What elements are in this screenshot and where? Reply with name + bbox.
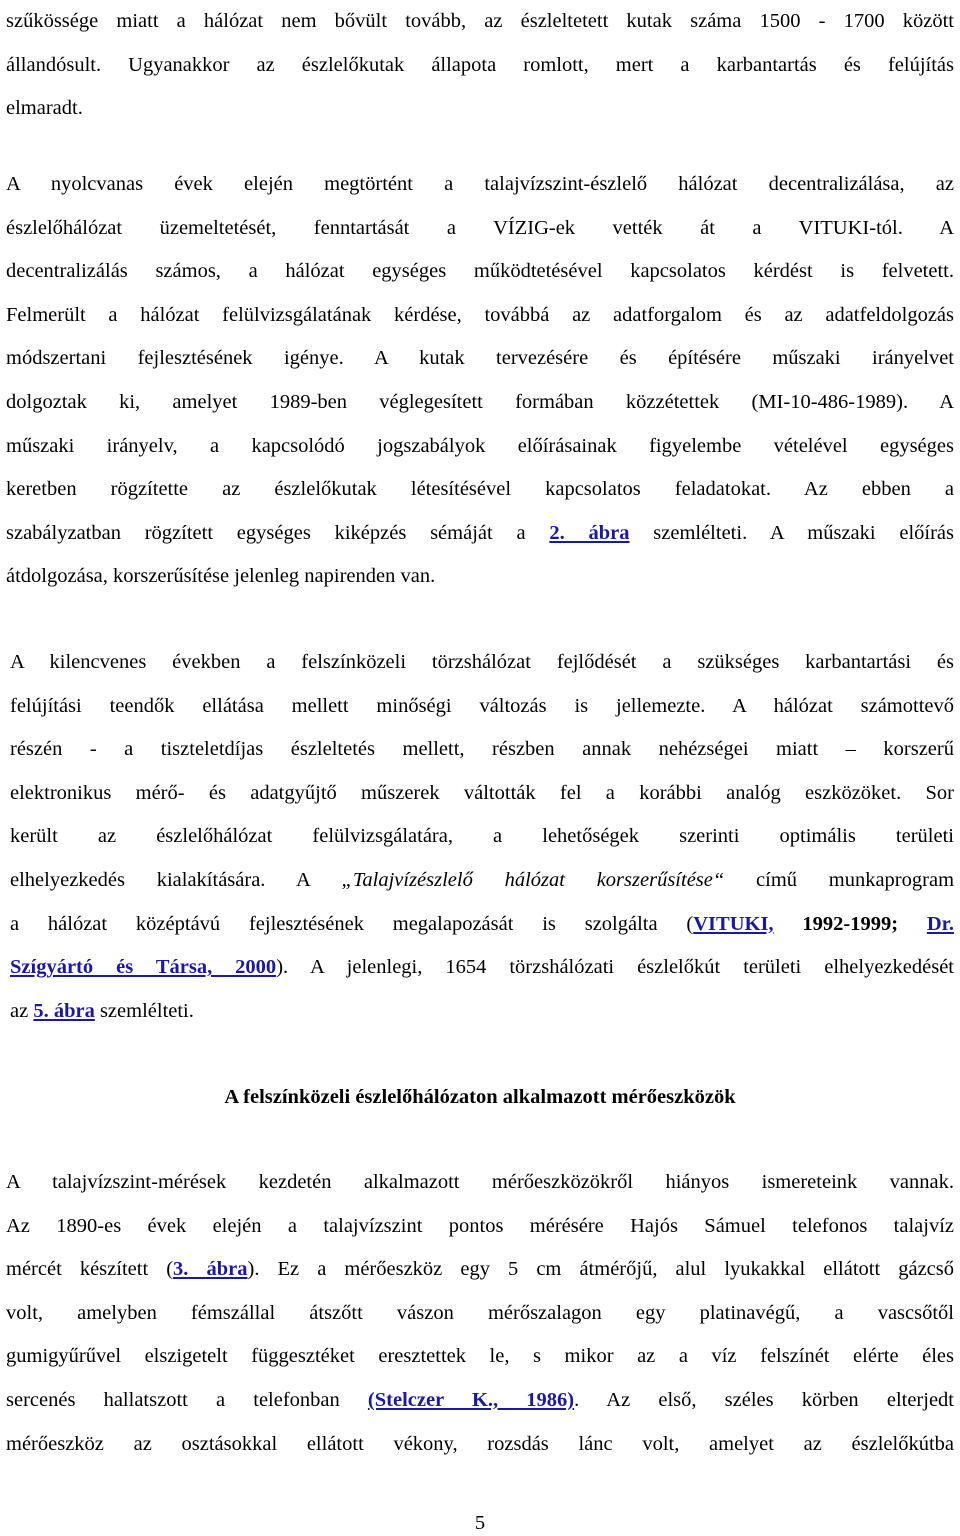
program-title: „Talajvízészlelő hálózat korszerűsítése“ — [341, 868, 725, 891]
page-number: 5 — [474, 1512, 486, 1534]
text-line: A talajvízszint-mérések kezdetén alkalmazott mérőeszközökről hiányos ismereteink vannak. — [6, 1171, 954, 1193]
text-line — [6, 1248, 954, 1292]
text-line — [6, 1379, 954, 1423]
paragraph-4 — [6, 1161, 954, 1466]
paragraph-2 — [6, 163, 954, 599]
text-line: műszaki irányelv, a kapcsolódó jogszabályok előírásainak figyelembe vételével egységes — [6, 434, 954, 457]
text-fragment: című munkaprogram — [724, 868, 955, 891]
text-line: elektronikus mérő- és adatgyűjtő műszerek váltották fel a korábbi analóg eszközöket. Sor — [10, 781, 954, 804]
text-fragment: sercenés hallatszott a telefonban — [6, 1388, 368, 1411]
text-fragment: szabályzatban rögzített egységes kiképzés sémáját a — [6, 521, 550, 544]
vituki-citation-link[interactable]: VITUKI, — [693, 912, 774, 935]
text-fragment: az — [10, 999, 34, 1022]
text-line — [6, 512, 954, 556]
figure-5-link[interactable]: 5. ábra — [33, 999, 95, 1022]
text-line: elmaradt. — [6, 97, 83, 120]
paragraph-1 — [6, 0, 954, 131]
paragraph-3 — [10, 641, 954, 1033]
text-line: dolgoztak ki, amelyet 1989-ben véglegesített formában közzétettek (MI-10-486-1989). A — [6, 390, 954, 413]
text-line: Felmerült a hálózat felülvizsgálatának kérdése, továbbá az adatforgalom és az adatfeldolgozás — [6, 303, 954, 326]
text-line — [10, 859, 954, 903]
text-line: Az 1890-es évek elején a talajvízszint pontos mérésére Hajós Sámuel telefonos talajvíz — [6, 1214, 954, 1237]
figure-3-link[interactable]: 3. ábra — [173, 1258, 248, 1281]
text-line: volt, amelyben fémszállal átszőtt vászon mérőszalagon egy platinavégű, a vascsőtől — [6, 1301, 954, 1324]
text-fragment: szemlélteti. — [94, 999, 194, 1022]
text-fragment: mércét készített ( — [6, 1258, 174, 1281]
text-fragment: a hálózat középtávú fejlesztésének megalapozását is szolgálta ( — [10, 912, 694, 935]
text-fragment: ). Ez a mérőeszköz egy 5 cm átmérőjű, alul lyukakkal ellátott gázcső — [247, 1258, 954, 1281]
text-fragment: elhelyezkedés kialakítására. A — [10, 868, 342, 891]
text-line: A nyolcvanas évek elején megtörtént a talajvízszint-észlelő hálózat decentralizálása, az — [6, 173, 954, 195]
text-line: részén - a tiszteletdíjas észleltetés mellett, részben annak nehézségei miatt – korszerű — [10, 738, 954, 761]
szigyarto-citation-link-part1[interactable]: Dr. — [926, 912, 954, 935]
text-line — [10, 946, 954, 990]
text-line: gumigyűrűvel elszigetelt függesztéket eresztettek le, s mikor az a víz felszínét elérte éles — [6, 1345, 954, 1368]
szigyarto-citation-link-part2[interactable]: Szígyártó és Társa, 2000 — [10, 956, 277, 979]
section-heading: A felszínközeli észlelőhálózaton alkalmazott mérőeszközök — [224, 1086, 736, 1108]
text-line: keretben rögzítette az észlelőkutak létesítésével kapcsolatos feladatokat. Az ebben a — [6, 478, 954, 501]
text-line: került az észlelőhálózat felülvizsgálatára, a lehetőségek szerinti optimális területi — [10, 825, 954, 848]
text-fragment: . Az első, széles körben elterjedt — [574, 1388, 954, 1411]
text-line: mérőeszköz az osztásokkal ellátott vékony, rozsdás lánc volt, amelyet az észlelőkútba — [6, 1432, 954, 1455]
citation-years: 1992-1999; — [773, 912, 927, 935]
text-line: módszertani fejlesztésének igénye. A kutak tervezésére és építésére műszaki irányelvet — [6, 347, 954, 370]
text-line: állandósult. Ugyanakkor az észlelőkutak állapota romlott, mert a karbantartás és felújítás — [6, 53, 954, 76]
text-line: szűkössége miatt a hálózat nem bővült tovább, az észleltetett kutak száma 1500 - 1700 között — [6, 10, 954, 32]
text-line: felújítási teendők ellátása mellett minőségi változás is jellemezte. A hálózat számottevő — [10, 694, 954, 717]
text-fragment: ). A jelenlegi, 1654 törzshálózati észlelőkút területi elhelyezkedését — [276, 956, 954, 979]
figure-2-link[interactable]: 2. ábra — [549, 521, 630, 544]
text-line: decentralizálás számos, a hálózat egységes működtetésével kapcsolatos kérdést is felvetett. — [6, 260, 954, 283]
text-line: észlelőhálózat üzemeltetését, fenntartását a VÍZIG-ek vették át a VITUKI-tól. A — [6, 216, 954, 239]
text-line — [10, 990, 954, 1034]
text-fragment: szemlélteti. A műszaki előírás — [629, 521, 955, 544]
text-line: A kilencvenes években a felszínközeli törzshálózat fejlődését a szükséges karbantartási és — [10, 651, 954, 673]
stelczer-citation-link[interactable]: (Stelczer K., 1986) — [367, 1388, 575, 1411]
text-line — [10, 903, 954, 947]
text-line: átdolgozása, korszerűsítése jelenleg napirenden van. — [6, 565, 436, 588]
